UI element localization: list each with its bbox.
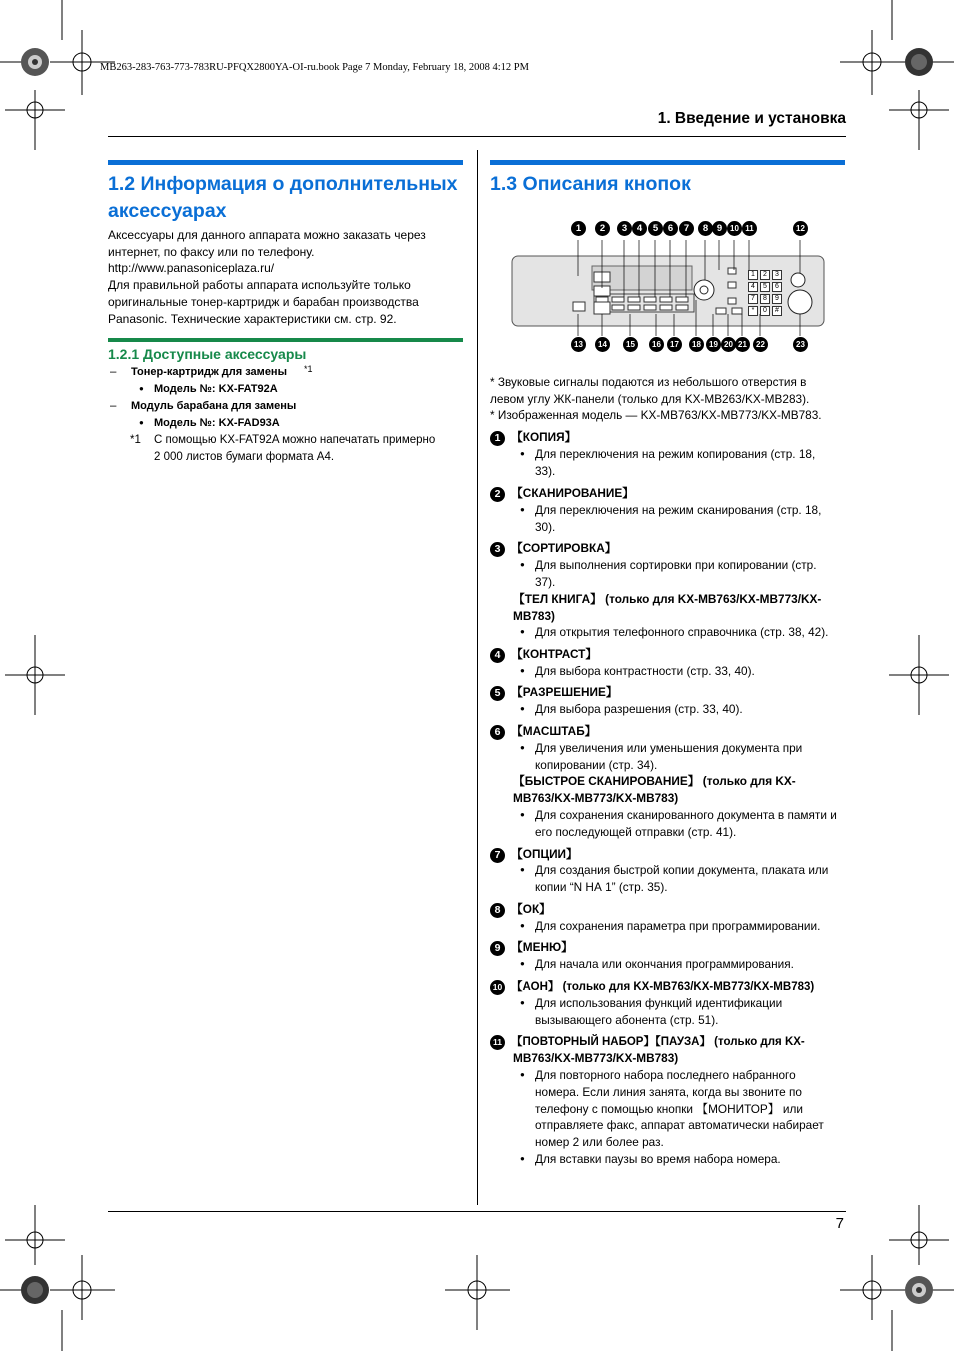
paragraph-line: Для правильной работы аппарата используйте только xyxy=(108,278,411,293)
keypad-key: 3 xyxy=(772,270,782,280)
item-number: 10 xyxy=(490,980,505,995)
accessory-list xyxy=(108,364,468,466)
bullet-line: ● Для открытия телефонного справочника (стр. 38, 42). xyxy=(535,625,829,639)
callout-number: 3 xyxy=(617,221,632,236)
footnote-mark: *1 xyxy=(130,434,141,446)
item-number: 1 xyxy=(490,431,505,446)
footnote xyxy=(108,432,468,449)
callout-number: 16 xyxy=(649,337,664,352)
sub-line: MB763/KX-MB773/KX-MB783) xyxy=(513,1051,679,1065)
keypad-key: 5 xyxy=(760,282,770,292)
item-sub-label xyxy=(513,773,848,807)
callout-number: 11 xyxy=(742,221,757,236)
section-title: 1. Введение и установка xyxy=(657,110,846,127)
item-number: 6 xyxy=(490,725,505,740)
callout-number: 8 xyxy=(698,221,713,236)
bullet-line: ● Для переключения на режим копирования (стр. 18, xyxy=(535,447,816,461)
item-number: 5 xyxy=(490,686,505,701)
control-panel-diagram xyxy=(508,218,828,356)
bullet-line: 37). xyxy=(535,574,556,589)
callout-number: 7 xyxy=(679,221,694,236)
note-line: * Изображенная модель — KX-MB763/KX-MB773/KX-MB783. xyxy=(490,408,822,423)
item-bullet xyxy=(535,918,847,935)
toner-footnote-ref: *1 xyxy=(304,364,313,374)
page-number: 7 xyxy=(835,1215,844,1232)
item-label: 【СКАНИРОВАНИЕ】 xyxy=(511,486,635,500)
callout-number: 15 xyxy=(623,337,638,352)
bullet-line: ● Для сохранения параметра при программировании. xyxy=(535,919,821,933)
callout-number: 12 xyxy=(793,221,808,236)
accessory-drum xyxy=(108,398,468,415)
toner-model-text: Модель №: KX-FAT92A xyxy=(154,383,278,395)
item-bullet xyxy=(535,446,847,480)
bullet-line: 33). xyxy=(535,463,556,478)
website-link[interactable]: http://www.panasoniceplaza.ru/ xyxy=(108,261,275,276)
left-heading-bar xyxy=(108,160,463,165)
bullet-line: ● Для выполнения сортировки при копировании (стр. xyxy=(535,558,817,572)
callout-number: 13 xyxy=(571,337,586,352)
item-label: 【АОН】 (только для KX-MB763/KX-MB773/KX-MB783) xyxy=(511,981,815,993)
accessories-heading: 1.2 Информация о дополнительных аксессуарах xyxy=(108,173,458,222)
item-bullet xyxy=(535,557,847,591)
keypad-key: * xyxy=(748,306,758,316)
footnote-line: 2 000 листов бумаги формата A4. xyxy=(154,451,335,463)
callout-number: 6 xyxy=(663,221,678,236)
footnote-cont xyxy=(108,449,468,466)
footnote-line: С помощью KX-FAT92A можно напечатать примерно xyxy=(154,434,436,446)
item-number: 4 xyxy=(490,648,505,663)
button-item-redial xyxy=(490,1033,850,1051)
toner-model: ● Модель №: KX-FAT92A xyxy=(108,381,468,398)
accessories-paragraph xyxy=(108,227,468,327)
callout-number: 10 xyxy=(727,221,742,236)
paragraph-line: Аксессуары для данного аппарата можно заказать через xyxy=(108,228,426,242)
item-bullet xyxy=(535,624,847,641)
bullet-line: 30). xyxy=(535,519,556,534)
diagram-notes xyxy=(490,374,850,424)
paragraph-line: Panasonic. Технические характеристики см. стр. 92. xyxy=(108,311,397,326)
item-label: 【РАЗРЕШЕНИЕ】 xyxy=(511,685,618,699)
bullet-line: ● Для использования функций идентификации xyxy=(535,996,783,1010)
item-number: 8 xyxy=(490,903,505,918)
item-label: 【КОНТРАСТ】 xyxy=(511,647,598,661)
item-label: 【КОПИЯ】 xyxy=(511,430,577,444)
item-label-cont xyxy=(513,1050,848,1067)
keypad-key: 0 xyxy=(760,306,770,316)
bullet-line: отправляете факс, аппарат автоматически набирает xyxy=(535,1118,824,1133)
item-bullet xyxy=(535,1067,847,1151)
column-divider xyxy=(477,150,478,1205)
footer-rule xyxy=(108,1211,846,1212)
toner-title: Тонер-картридж для замены xyxy=(131,366,287,378)
item-sub-label xyxy=(513,591,848,625)
bullet-line: ● Для выбора разрешения (стр. 33, 40). xyxy=(535,702,743,716)
buttons-heading: 1.3 Описания кнопок xyxy=(490,173,691,195)
sub-line: MB783) xyxy=(513,608,555,623)
item-bullet xyxy=(535,956,847,973)
drum-model: ● Модель №: KX-FAD93A xyxy=(108,415,468,432)
bullet-line: ● Для вставки паузы во время набора номера. xyxy=(535,1152,781,1166)
bullet-line: ● Для создания быстрой копии документа, плаката или xyxy=(535,863,829,877)
accessory-toner xyxy=(108,364,468,381)
keypad-key: 2 xyxy=(760,270,770,280)
bullet-line: ● Для переключения на режим сканирования (стр. 18, xyxy=(535,503,822,517)
button-item-contrast xyxy=(490,646,850,663)
item-number: 7 xyxy=(490,848,505,863)
item-bullet xyxy=(535,502,847,536)
bullet-line: номера. Если линия занята, когда вы звоните по xyxy=(535,1084,802,1099)
bullet-line: копии “N НА 1” (стр. 35). xyxy=(535,879,668,894)
bullet-line: копировании (стр. 34). xyxy=(535,757,658,772)
keypad-key: 1 xyxy=(748,270,758,280)
callout-number: 18 xyxy=(689,337,704,352)
keypad-key: 8 xyxy=(760,294,770,304)
bullet-line: вызывающего абонента (стр. 51). xyxy=(535,1012,719,1027)
file-header: MB263-283-763-773-783RU-PFQX2800YA-OI-ru.book Page 7 Monday, February 18, 2008 4:12 PM xyxy=(100,62,529,73)
keypad-key: 6 xyxy=(772,282,782,292)
item-label: 【МЕНЮ】 xyxy=(511,940,573,954)
drum-model-text: Модель №: KX-FAD93A xyxy=(154,417,280,429)
callout-number: 9 xyxy=(712,221,727,236)
item-number: 11 xyxy=(490,1035,505,1050)
callout-number: 21 xyxy=(735,337,750,352)
item-number: 2 xyxy=(490,487,505,502)
button-item-sort xyxy=(490,540,850,557)
button-item-zoom xyxy=(490,723,850,740)
item-bullet xyxy=(535,807,847,841)
item-label: 【ОК】 xyxy=(511,902,551,916)
callout-number: 17 xyxy=(667,337,682,352)
sub-line: 【ТЕЛ КНИГА】 (только для KX-MB763/KX-MB773/KX- xyxy=(513,592,822,606)
note-line: левом углу ЖК-панели (только для KX-MB263/KX-MB283). xyxy=(490,391,810,406)
sub-line: 【БЫСТРОЕ СКАНИРОВАНИЕ】 (только для KX- xyxy=(513,774,796,788)
subheading-bar xyxy=(108,338,463,342)
item-bullet xyxy=(535,995,847,1029)
bullet-line: номер 2 или более раз. xyxy=(535,1135,664,1150)
bullet-line: ● Для начала или окончания программирования. xyxy=(535,957,794,971)
item-number: 9 xyxy=(490,941,505,956)
item-bullet xyxy=(535,701,847,718)
callout-number: 14 xyxy=(595,337,610,352)
button-item-caller-id xyxy=(490,978,850,996)
item-number: 3 xyxy=(490,542,505,557)
item-label: 【ПОВТОРНЫЙ НАБОР】【ПАУЗА】 (только для KX- xyxy=(511,1036,805,1048)
callout-number: 5 xyxy=(648,221,663,236)
keypad-key: 4 xyxy=(748,282,758,292)
callout-number: 22 xyxy=(753,337,768,352)
bullet-line: ● Для повторного набора последнего набранного xyxy=(535,1068,796,1082)
note-line: * Звуковые сигналы подаются из небольшого отверстия в xyxy=(490,375,807,389)
item-bullet xyxy=(535,1151,847,1168)
bullet-line: телефону с помощью кнопки 【МОНИТОР】 или xyxy=(535,1101,803,1116)
item-bullet xyxy=(535,663,847,680)
drum-title: Модуль барабана для замены xyxy=(131,400,297,412)
keypad xyxy=(748,270,784,316)
bullet-line: ● Для выбора контрастности (стр. 33, 40). xyxy=(535,664,755,678)
item-label: 【МАСШТАБ】 xyxy=(511,724,597,738)
item-label: 【ОПЦИИ】 xyxy=(511,847,578,861)
bullet-line: его последующей отправки (стр. 41). xyxy=(535,824,737,839)
callout-number: 20 xyxy=(721,337,736,352)
callout-number: 23 xyxy=(793,337,808,352)
button-item-copy xyxy=(490,429,850,446)
available-accessories-heading: 1.2.1 Доступные аксессуары xyxy=(108,346,307,362)
item-label: 【СОРТИРОВКА】 xyxy=(511,541,617,555)
callout-number: 1 xyxy=(571,221,586,236)
keypad-key: 7 xyxy=(748,294,758,304)
item-bullet xyxy=(535,862,847,896)
keypad-key: 9 xyxy=(772,294,782,304)
button-item-menu xyxy=(490,939,850,956)
callout-number: 2 xyxy=(595,221,610,236)
callout-number: 4 xyxy=(632,221,647,236)
dash: – xyxy=(110,400,117,412)
button-item-options xyxy=(490,846,850,863)
dash: – xyxy=(110,366,117,378)
bullet-line: ● Для увеличения или уменьшения документа при xyxy=(535,741,803,755)
right-heading-bar xyxy=(490,160,845,165)
button-item-ok xyxy=(490,901,850,918)
header-rule xyxy=(108,136,846,137)
button-item-scan xyxy=(490,485,850,502)
bullet-line: ● Для сохранения сканированного документа в памяти и xyxy=(535,808,837,822)
paragraph-line: интернет, по факсу или по телефону. xyxy=(108,244,315,259)
sub-line: MB763/KX-MB773/KX-MB783) xyxy=(513,790,679,805)
button-item-resolution xyxy=(490,684,850,701)
item-bullet xyxy=(535,740,847,774)
callout-number: 19 xyxy=(706,337,721,352)
paragraph-line: оригинальные тонер-картридж и барабан производства xyxy=(108,294,419,309)
keypad-key: # xyxy=(772,306,782,316)
